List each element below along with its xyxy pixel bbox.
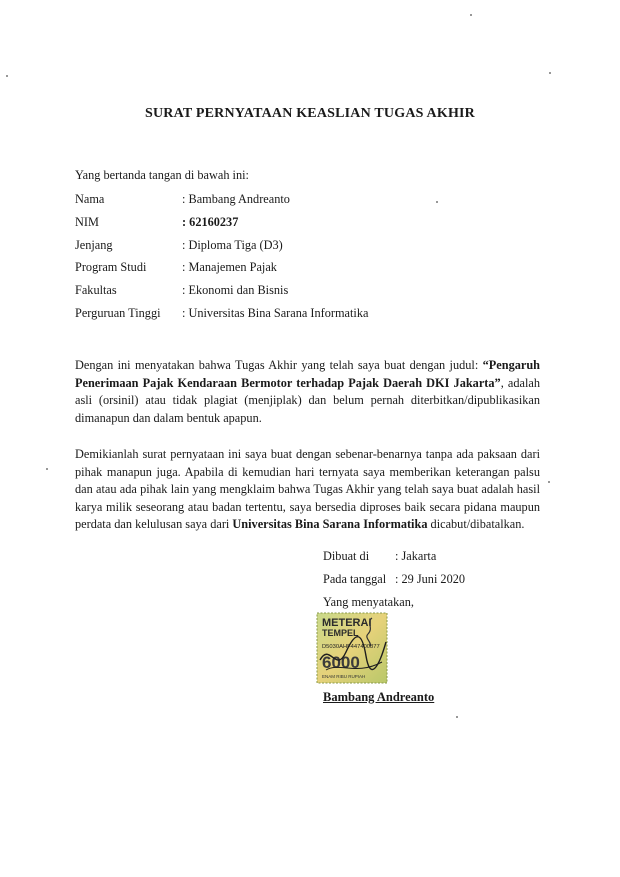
scan-speck <box>470 14 472 16</box>
statement-text: Dengan ini menyatakan bahwa Tugas Akhir yang telah saya buat dengan judul: <box>75 358 483 372</box>
document-title: SURAT PERNYATAAN KEASLIAN TUGAS AKHIR <box>145 106 475 121</box>
stamp-line2: TEMPEL <box>322 628 359 638</box>
field-value: : Universitas Bina Sarana Informatika <box>182 306 369 320</box>
stamp-amount: 6000 <box>322 653 360 672</box>
scan-speck <box>456 716 458 718</box>
date-row <box>323 572 465 587</box>
place-label: Dibuat di <box>323 549 370 563</box>
field-label: Perguruan Tinggi <box>75 306 161 320</box>
statement-paragraph <box>75 357 540 427</box>
statement-text-end: , adalah asli (orsinil) atau tidak plagiat (menjiplak) dan belum pernah diterbitkan/dipublikasikan dimanapun dan dalam bentuk apapun. <box>75 375 540 425</box>
field-label: Jenjang <box>75 238 113 252</box>
field-label: Nama <box>75 192 105 206</box>
thesis-title: “Pengaruh Penerimaan Pajak Kendaraan Bermotor terhadap Pajak Daerah DKI Jakarta” <box>75 358 540 390</box>
field-value: : Bambang Andreanto <box>182 192 290 206</box>
scan-speck <box>46 468 48 470</box>
revenue-stamp <box>316 612 388 684</box>
field-label: NIM <box>75 215 99 229</box>
closing-paragraph <box>75 446 540 534</box>
field-value: : 62160237 <box>182 215 239 229</box>
field-value: : Ekonomi dan Bisnis <box>182 283 289 297</box>
date-label: Pada tanggal <box>323 572 387 586</box>
closing-text: Demikianlah surat pernyataan ini saya buat dengan sebenar-benarnya tanpa ada paksaan dari pihak manapun juga. Apabila di kemudian hari ternyata saya memberikan keterangan palsu dan atau ada pihak lain yang mengklaim bahwa Tugas Akhir yang telah saya buat adalah hasil karya milik seseorang atau badan tertentu, saya bersedia diproses baik secara pidana maupun perdata dan kelulusan saya dari <box>75 447 540 531</box>
stamp-serial: D5030AHF447400877 <box>322 644 380 650</box>
stamp-amount-text: ENAM RIBU RUPIAH <box>322 674 366 679</box>
field-value: : Manajemen Pajak <box>182 260 277 274</box>
closing-salutation: Yang menyatakan, <box>323 595 414 609</box>
signer-name: Bambang Andreanto <box>323 690 435 704</box>
university-name: Universitas Bina Sarana Informatika <box>232 517 428 531</box>
scan-speck <box>436 201 438 203</box>
date-value: : 29 Juni 2020 <box>395 572 466 586</box>
place-value: : Jakarta <box>395 549 437 563</box>
field-value: : Diploma Tiga (D3) <box>182 238 283 252</box>
intro-text: Yang bertanda tangan di bawah ini: <box>75 168 249 182</box>
scan-speck <box>548 481 550 483</box>
field-label: Fakultas <box>75 283 117 297</box>
scan-speck <box>6 75 8 77</box>
stamp-line1: METERAI <box>322 617 372 629</box>
scan-speck <box>549 72 551 74</box>
closing-text-end: dicabut/dibatalkan. <box>427 517 525 531</box>
place-row <box>323 549 436 564</box>
field-label: Program Studi <box>75 260 147 274</box>
